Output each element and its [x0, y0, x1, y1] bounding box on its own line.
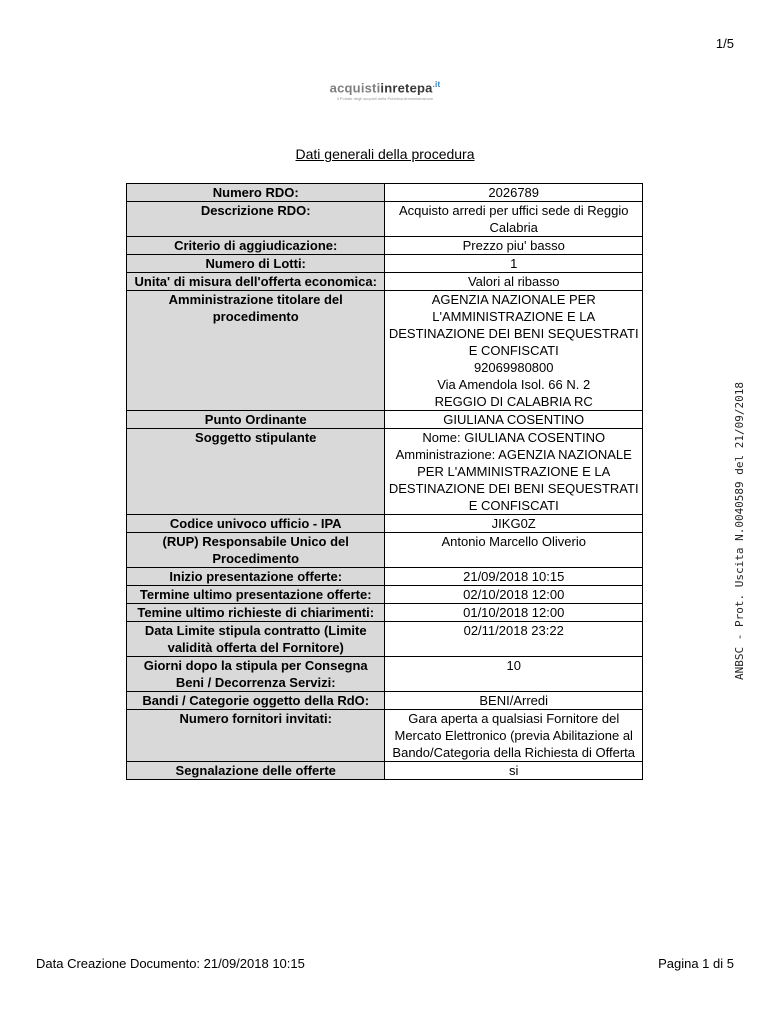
protocol-stamp: ANBSC - Prot. Uscita N.0040589 del 21/09/2018 — [733, 381, 746, 680]
table-row — [127, 411, 643, 429]
row-value: BENI/Arredi — [385, 692, 643, 710]
table-row — [127, 710, 643, 762]
table-row — [127, 184, 643, 202]
logo-part-2: inrete — [380, 80, 418, 96]
table-row — [127, 762, 643, 780]
table-row — [127, 273, 643, 291]
row-label: Numero di Lotti: — [127, 255, 385, 273]
table-row — [127, 533, 643, 568]
row-value: 1 — [385, 255, 643, 273]
row-value: 21/09/2018 10:15 — [385, 568, 643, 586]
row-label: Numero RDO: — [127, 184, 385, 202]
row-label: Temine ultimo richieste di chiarimenti: — [127, 604, 385, 622]
row-value: Acquisto arredi per uffici sede di Reggio Calabria — [385, 202, 643, 237]
table-row — [127, 429, 643, 515]
document-creation-date: Data Creazione Documento: 21/09/2018 10:15 — [36, 956, 305, 971]
logo-superscript: .it — [432, 80, 441, 89]
row-value: 01/10/2018 12:00 — [385, 604, 643, 622]
table-row — [127, 657, 643, 692]
row-value: Prezzo piu' basso — [385, 237, 643, 255]
row-label: Descrizione RDO: — [127, 202, 385, 237]
table-row — [127, 622, 643, 657]
table-row — [127, 515, 643, 533]
row-label: Numero fornitori invitati: — [127, 710, 385, 762]
table-row — [127, 202, 643, 237]
procedure-details-table — [126, 183, 643, 780]
pagination: Pagina 1 di 5 — [658, 956, 734, 971]
table-row — [127, 237, 643, 255]
row-value: 10 — [385, 657, 643, 692]
row-value: 02/10/2018 12:00 — [385, 586, 643, 604]
row-label: Amministrazione titolare del procedimento — [127, 291, 385, 411]
row-value: Valori al ribasso — [385, 273, 643, 291]
row-label: Giorni dopo la stipula per Consegna Beni / Decorrenza Servizi: — [127, 657, 385, 692]
row-label: Termine ultimo presentazione offerte: — [127, 586, 385, 604]
table-row — [127, 568, 643, 586]
acquistinretepa-logo — [0, 80, 770, 101]
table-row — [127, 255, 643, 273]
table-row — [127, 291, 643, 411]
row-label: Codice univoco ufficio - IPA — [127, 515, 385, 533]
logo-part-3: pa — [417, 80, 433, 96]
row-value: GIULIANA COSENTINO — [385, 411, 643, 429]
logo-subtitle: Il Portale degli acquisti della Pubblica Amministrazione — [336, 96, 434, 102]
row-value: si — [385, 762, 643, 780]
row-label: Soggetto stipulante — [127, 429, 385, 515]
row-value: Gara aperta a qualsiasi Fornitore del Mercato Elettronico (previa Abilitazione al Bando/Categoria della Richiesta di Offerta — [385, 710, 643, 762]
page-title: Dati generali della procedura — [295, 146, 475, 162]
row-value: JIKG0Z — [385, 515, 643, 533]
row-label: (RUP) Responsabile Unico del Procedimento — [127, 533, 385, 568]
table-row — [127, 692, 643, 710]
page-indicator: 1/5 — [715, 36, 734, 51]
table-row — [127, 586, 643, 604]
row-value: Antonio Marcello Oliverio — [385, 533, 643, 568]
row-value: 2026789 — [385, 184, 643, 202]
row-label: Bandi / Categorie oggetto della RdO: — [127, 692, 385, 710]
row-value: Nome: GIULIANA COSENTINO Amministrazione: AGENZIA NAZIONALE PER L'AMMINISTRAZIONE E LA DESTINAZIONE DEI BENI SEQUESTRATI E CONFISCATI — [385, 429, 643, 515]
row-label: Unita' di misura dell'offerta economica: — [127, 273, 385, 291]
logo-part-1: acquisti — [329, 80, 381, 96]
row-label: Data Limite stipula contratto (Limite validità offerta del Fornitore) — [127, 622, 385, 657]
row-label: Punto Ordinante — [127, 411, 385, 429]
row-label: Inizio presentazione offerte: — [127, 568, 385, 586]
row-value: AGENZIA NAZIONALE PER L'AMMINISTRAZIONE E LA DESTINAZIONE DEI BENI SEQUESTRATI E CONFISCATI 92069980800 Via Amendola Isol. 66 N. 2 REGGIO DI CALABRIA RC — [385, 291, 643, 411]
row-value: 02/11/2018 23:22 — [385, 622, 643, 657]
row-label: Criterio di aggiudicazione: — [127, 237, 385, 255]
table-row — [127, 604, 643, 622]
row-label: Segnalazione delle offerte — [127, 762, 385, 780]
